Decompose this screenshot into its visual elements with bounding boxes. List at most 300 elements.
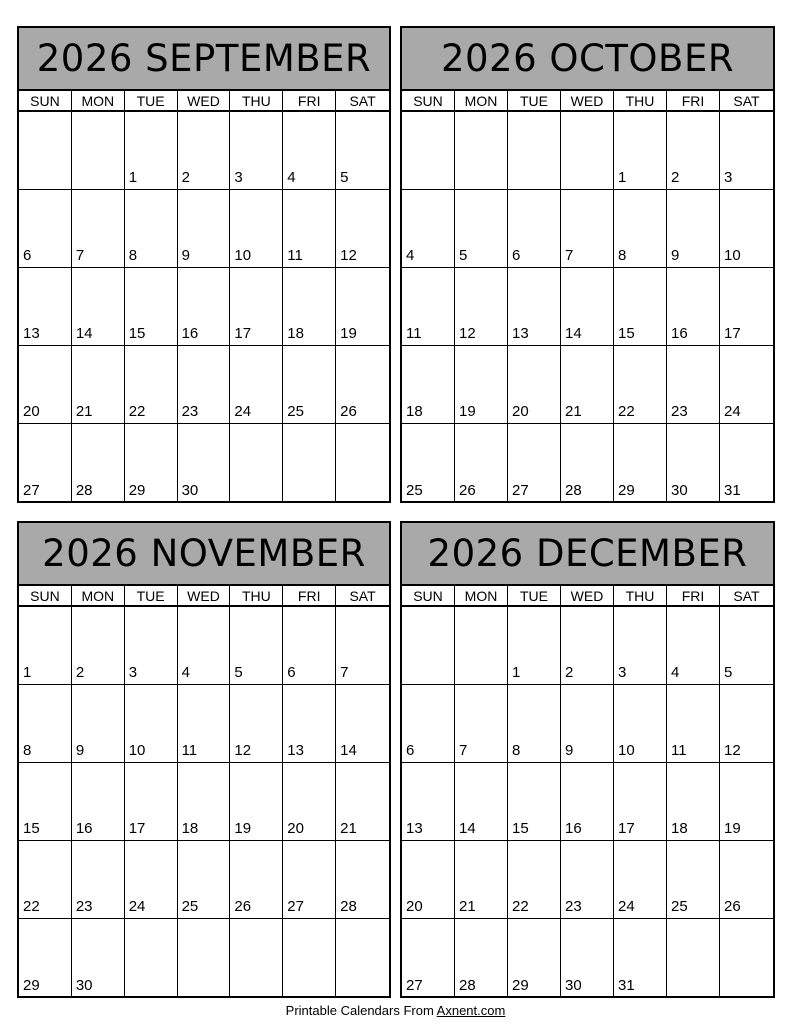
day-cell [614,685,667,763]
day-number: 3 [724,169,733,186]
weekday-label: SUN [19,586,72,605]
day-cell [336,685,389,763]
day-cell [336,424,389,502]
day-number: 14 [340,742,357,759]
day-number: 7 [459,742,468,759]
footer [0,1003,791,1018]
day-cell [125,346,178,424]
day-number: 7 [75,247,85,264]
weekday-header [19,586,389,607]
day-cell [508,190,561,268]
day-number: 18 [287,325,304,342]
day-number: 19 [459,403,476,420]
day-number: 3 [234,169,243,186]
day-number: 23 [181,403,199,420]
day-cell [561,424,614,502]
day-cell [455,268,508,346]
day-cell [667,346,720,424]
day-number: 18 [671,820,688,837]
day-number: 19 [724,820,741,837]
day-cell [283,268,336,346]
day-number: 22 [128,403,146,420]
day-cell [561,841,614,919]
day-cell [720,346,773,424]
day-number: 29 [618,482,635,499]
day-cell [667,607,720,685]
day-number: 27 [406,977,423,994]
weekday-header [402,91,773,112]
day-cell [402,346,455,424]
day-cell [667,268,720,346]
day-cell [720,763,773,841]
day-number: 25 [287,403,304,420]
day-number: 28 [75,482,93,499]
day-cell [230,685,283,763]
day-cell [178,841,231,919]
day-cell [455,424,508,502]
day-cell [125,424,178,502]
day-number: 10 [618,742,635,759]
day-cell [455,919,508,997]
day-cell [283,112,336,190]
day-cell [720,424,773,502]
day-cell [720,685,773,763]
day-cell [336,607,389,685]
month-title: 2026 OCTOBER [402,28,773,91]
day-number: 16 [565,820,582,837]
day-cell [283,607,336,685]
day-number: 12 [459,325,476,342]
day-number: 13 [406,820,423,837]
day-cell [720,607,773,685]
day-cell [720,190,773,268]
day-number: 22 [512,898,529,915]
day-cell [125,607,178,685]
day-number: 12 [724,742,741,759]
day-number: 5 [459,247,468,264]
day-cell [667,685,720,763]
weekday-label: FRI [667,91,720,110]
day-cell [19,424,72,502]
day-cell [402,607,455,685]
day-cell [402,841,455,919]
day-number: 2 [671,169,680,186]
day-cell [336,268,389,346]
day-number: 22 [23,898,40,915]
day-number: 11 [181,742,198,759]
day-number: 27 [287,898,304,915]
day-cell [667,841,720,919]
day-cell [125,919,178,997]
weekday-label: WED [561,586,614,605]
day-number: 22 [618,403,635,420]
day-cell [230,268,283,346]
day-number: 28 [340,898,357,915]
day-number: 6 [512,247,521,264]
weekday-label: SAT [733,587,760,604]
day-cell [178,763,231,841]
day-cell [561,607,614,685]
day-number: 6 [406,742,415,759]
day-number: 13 [512,325,529,342]
day-cell [72,607,125,685]
day-number: 20 [406,898,423,915]
day-cell [667,112,720,190]
weekday-label: THU [230,91,283,110]
day-cell [667,919,720,997]
weekday-label: TUE [508,586,561,605]
weekday-label: FRI [283,586,336,605]
day-cell [614,346,667,424]
calendar-september [17,26,391,503]
day-cell [455,841,508,919]
day-cell [561,919,614,997]
day-cell [19,268,72,346]
day-number: 1 [23,664,32,681]
day-number: 11 [671,742,687,759]
day-cell [402,190,455,268]
day-cell [561,190,614,268]
day-number: 9 [181,247,190,264]
day-cell [508,607,561,685]
day-cell [561,268,614,346]
day-cell [230,841,283,919]
day-number: 1 [128,169,138,186]
day-number: 15 [512,820,529,837]
day-number: 16 [75,820,93,837]
day-cell [561,112,614,190]
day-cell [336,841,389,919]
day-number: 17 [128,820,146,837]
day-cell [561,685,614,763]
day-number: 23 [565,898,582,915]
day-number: 30 [181,482,199,499]
weekday-label: FRI [667,586,720,605]
weekday-label: SAT [733,92,760,109]
day-number: 24 [618,898,635,915]
day-number: 17 [234,325,252,342]
day-cell [508,346,561,424]
day-cell [614,424,667,502]
day-number: 18 [181,820,199,837]
day-number: 30 [565,977,582,994]
day-number: 20 [512,403,529,420]
day-cell [508,685,561,763]
day-number: 2 [181,169,190,186]
weekday-label: MON [455,91,508,110]
day-number: 23 [75,898,93,915]
day-number: 28 [565,482,582,499]
day-cell [19,841,72,919]
day-number: 31 [618,977,635,994]
day-number: 20 [287,820,304,837]
day-number: 12 [340,247,357,264]
day-cell [230,112,283,190]
day-cell [336,346,389,424]
day-number: 18 [406,403,423,420]
day-number: 26 [459,482,476,499]
day-number: 8 [512,742,521,759]
day-number: 3 [128,664,138,681]
day-number: 19 [234,820,252,837]
day-cell [720,112,773,190]
day-cell [402,424,455,502]
day-cell [230,190,283,268]
month-title: 2026 SEPTEMBER [19,28,389,91]
day-cell [614,919,667,997]
day-cell [283,685,336,763]
day-number: 16 [181,325,199,342]
day-number: 29 [23,977,40,994]
day-number: 21 [75,403,93,420]
day-number: 1 [618,169,627,186]
day-number: 9 [75,742,85,759]
day-cell [402,268,455,346]
day-number: 6 [287,664,296,681]
day-cell [72,841,125,919]
day-cell [402,112,455,190]
day-cell [230,424,283,502]
weekday-label: TUE [125,91,178,110]
day-number: 30 [75,977,93,994]
day-cell [667,424,720,502]
day-cell [72,424,125,502]
day-number: 20 [23,403,40,420]
day-number: 8 [128,247,138,264]
day-grid [402,607,773,997]
day-number: 31 [724,482,741,499]
day-cell [336,919,389,997]
day-number: 6 [23,247,32,264]
weekday-label: SUN [402,586,455,605]
day-number: 21 [459,898,476,915]
day-cell [125,841,178,919]
day-number: 24 [234,403,252,420]
day-cell [178,190,231,268]
day-cell [508,424,561,502]
day-cell [336,112,389,190]
day-number: 8 [618,247,627,264]
weekday-label: TUE [508,91,561,110]
day-cell [455,190,508,268]
day-number: 5 [234,664,243,681]
day-cell [283,190,336,268]
day-cell [125,190,178,268]
day-number: 9 [671,247,680,264]
day-cell [455,346,508,424]
day-cell [178,346,231,424]
day-number: 26 [340,403,357,420]
day-number: 11 [406,325,422,342]
day-cell [72,268,125,346]
day-cell [561,763,614,841]
day-number: 15 [618,325,635,342]
day-number: 24 [128,898,146,915]
footer-text: Printable Calendars From [285,1003,437,1018]
day-number: 29 [512,977,529,994]
weekday-label: FRI [283,91,336,110]
day-number: 25 [181,898,199,915]
day-number: 19 [340,325,357,342]
day-cell [19,190,72,268]
day-cell [614,841,667,919]
day-cell [125,763,178,841]
day-cell [72,763,125,841]
day-cell [283,841,336,919]
day-cell [561,346,614,424]
day-cell [667,763,720,841]
day-cell [125,268,178,346]
day-number: 14 [565,325,582,342]
day-number: 4 [406,247,415,264]
day-grid [19,112,389,502]
day-cell [283,346,336,424]
day-cell [19,685,72,763]
weekday-label: WED [178,91,231,110]
day-grid [402,112,773,502]
day-cell [508,112,561,190]
day-cell [508,268,561,346]
day-cell [720,841,773,919]
day-cell [336,763,389,841]
day-cell [614,190,667,268]
weekday-label: THU [614,586,667,605]
day-number: 27 [23,482,40,499]
day-cell [283,424,336,502]
day-cell [720,919,773,997]
footer-link[interactable]: Axnent.com [436,1003,506,1018]
day-cell [19,919,72,997]
day-cell [125,112,178,190]
day-number: 8 [23,742,32,759]
day-number: 16 [671,325,688,342]
day-number: 30 [671,482,688,499]
day-number: 7 [340,664,349,681]
day-number: 13 [23,325,40,342]
month-title: 2026 DECEMBER [402,523,773,586]
day-number: 26 [724,898,741,915]
day-number: 4 [671,664,680,681]
day-cell [614,112,667,190]
day-cell [178,607,231,685]
day-cell [72,346,125,424]
calendar-october [400,26,775,503]
day-number: 25 [406,482,423,499]
day-number: 26 [234,898,252,915]
day-cell [667,190,720,268]
weekday-label: SUN [19,91,72,110]
day-number: 17 [724,325,741,342]
day-cell [508,841,561,919]
day-cell [336,190,389,268]
day-number: 15 [128,325,146,342]
day-number: 25 [671,898,688,915]
day-number: 29 [128,482,146,499]
day-number: 15 [23,820,40,837]
weekday-label: MON [455,586,508,605]
weekday-label: WED [561,91,614,110]
calendar-december [400,521,775,998]
day-cell [230,346,283,424]
day-number: 5 [724,664,733,681]
day-cell [125,685,178,763]
day-number: 13 [287,742,304,759]
weekday-label: SAT [349,92,376,109]
calendar-november [17,521,391,998]
day-cell [455,685,508,763]
day-cell [178,424,231,502]
day-number: 14 [75,325,93,342]
day-number: 4 [287,169,296,186]
day-number: 7 [565,247,574,264]
day-number: 12 [234,742,252,759]
day-number: 17 [618,820,635,837]
day-cell [402,763,455,841]
day-cell [720,268,773,346]
day-number: 24 [724,403,741,420]
day-cell [402,685,455,763]
weekday-label: TUE [125,586,178,605]
weekday-label: THU [230,586,283,605]
day-number: 10 [724,247,741,264]
day-cell [178,112,231,190]
weekday-header [19,91,389,112]
day-cell [614,268,667,346]
day-number: 21 [340,820,357,837]
day-number: 14 [459,820,476,837]
day-cell [72,919,125,997]
day-number: 11 [287,247,303,264]
day-cell [402,919,455,997]
day-cell [283,763,336,841]
weekday-label: MON [72,586,125,605]
day-number: 10 [234,247,252,264]
weekday-label: MON [72,91,125,110]
day-cell [455,112,508,190]
day-number: 2 [75,664,85,681]
day-number: 1 [512,664,521,681]
day-number: 9 [565,742,574,759]
weekday-header [402,586,773,607]
day-number: 23 [671,403,688,420]
day-cell [19,607,72,685]
day-cell [614,763,667,841]
day-number: 28 [459,977,476,994]
day-cell [230,763,283,841]
day-number: 4 [181,664,190,681]
month-title: 2026 NOVEMBER [19,523,389,586]
day-cell [455,607,508,685]
day-cell [19,763,72,841]
day-cell [178,268,231,346]
day-cell [72,190,125,268]
weekday-label: WED [178,586,231,605]
day-number: 2 [565,664,574,681]
day-number: 10 [128,742,146,759]
day-cell [508,919,561,997]
day-cell [230,919,283,997]
day-cell [19,346,72,424]
day-cell [230,607,283,685]
day-cell [508,763,561,841]
day-number: 21 [565,403,582,420]
weekday-label: THU [614,91,667,110]
day-number: 27 [512,482,529,499]
day-cell [614,607,667,685]
day-number: 5 [340,169,349,186]
day-cell [72,685,125,763]
day-cell [19,112,72,190]
